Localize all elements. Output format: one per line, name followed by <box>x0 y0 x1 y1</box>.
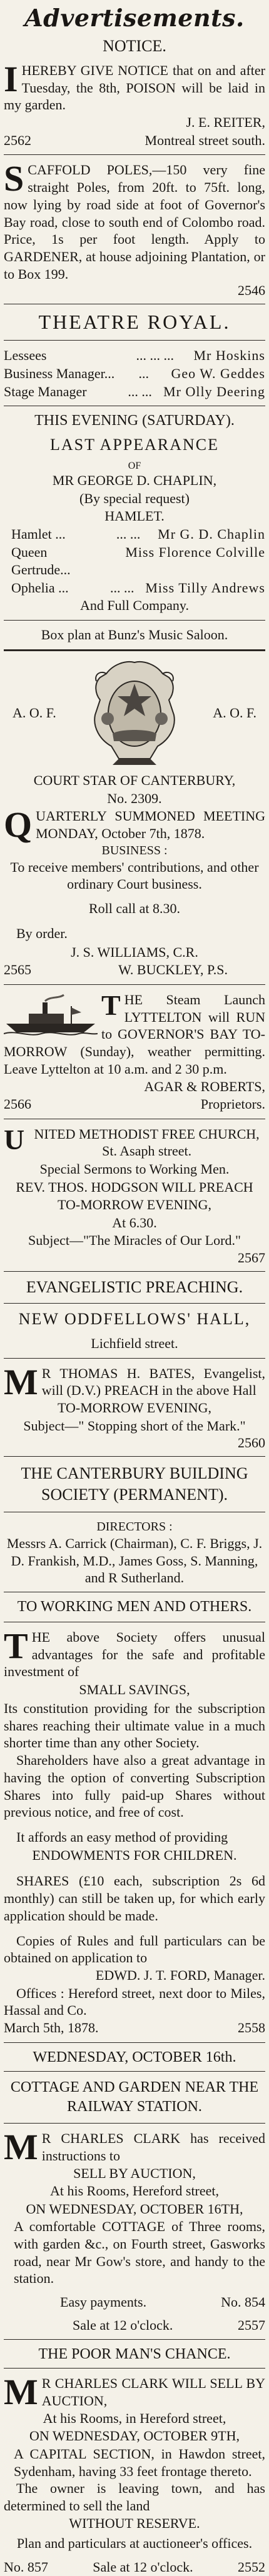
theatre-heading: THEATRE ROYAL. <box>38 311 231 334</box>
society-date: March 5th, 1878. <box>4 2020 99 2036</box>
without-reserve: WITHOUT RESERVE. <box>69 2515 200 2531</box>
terms: Easy payments. <box>60 2294 147 2310</box>
proprietors-label: Proprietors. <box>200 1096 265 1112</box>
divider <box>4 1456 265 1457</box>
box-plan: Box plan at Bunz's Music Saloon. <box>41 626 228 642</box>
notice-text: HEREBY GIVE NOTICE that on and after Tuesday, the 8th, POISON will be laid in my garden. <box>4 62 265 113</box>
notice-ad <box>4 37 265 149</box>
poorman-owner: The owner is leaving town, and has determined to sell the land <box>4 2480 265 2514</box>
ad-number: 2560 <box>238 1435 265 1451</box>
lot-number: No. 857 <box>4 2559 48 2575</box>
divider <box>4 2123 265 2124</box>
manager-name: EDWD. J. T. FORD, Manager. <box>95 1967 265 1984</box>
society-para: Shareholders have also a great advantage in having the option of converting Subscription Shares into fully paid-up Shares without previous notice, and free of cost. <box>4 1752 265 1820</box>
lot-number: No. 854 <box>221 2294 265 2310</box>
aof-ad <box>4 659 265 979</box>
cast-name: Miss Florence Colville <box>125 544 265 560</box>
preaching-body <box>4 1361 265 1402</box>
sale-time: Sale at 12 o'clock. <box>93 2559 193 2575</box>
aof-mark-right: A. O. F. <box>213 705 256 721</box>
theatre-staff-list <box>4 347 265 401</box>
business-text: To receive members' contributions, and other ordinary Court business. <box>10 859 259 892</box>
society-para <box>4 1625 265 1680</box>
to-working-men: TO WORKING MEN AND OTHERS. <box>17 1598 252 1615</box>
divider <box>4 1271 265 1272</box>
launch-body <box>4 991 265 1078</box>
auction-date: WEDNESDAY, OCTOBER 16th. <box>33 2049 236 2065</box>
directors-list: Messrs A. Carrick (Chairman), C. F. Briggs, J. D. Frankish, M.D., James Goss, S. Manning, and R Sutherland. <box>6 1535 263 1586</box>
methodist-ad <box>4 1123 265 1266</box>
divider <box>4 649 265 651</box>
cast-row <box>11 526 265 544</box>
performer-name: MR GEORGE D. CHAPLIN, <box>52 472 217 489</box>
preaching-subject: Subject—" Stopping short of the Mark." <box>23 1417 246 1434</box>
theatre-ad <box>4 311 265 643</box>
cast-row <box>11 544 265 579</box>
full-company: And Full Company. <box>80 597 189 614</box>
page-title: Advertisements. <box>24 4 245 32</box>
hall-street: Lichfield street. <box>91 1335 178 1352</box>
sermon-line: Special Sermons to Working Men. <box>39 1161 230 1177</box>
auction-when: ON WEDNESDAY, OCTOBER 9TH, <box>29 2428 240 2444</box>
court-number: No. 2309. <box>107 790 162 806</box>
directors-label: DIRECTORS : <box>96 1519 173 1534</box>
staff-dots: ... <box>138 365 149 381</box>
launch-text: HE Steam Launch LYTTELTON will RUN to GOVERNOR'S BAY TO-MORROW (Sunday), weather permitting. Leave Lyttelton at 10 a.m. and 2 30 p.m. <box>4 991 265 1077</box>
drop-cap: M <box>4 1361 38 1402</box>
ad-number: 2565 <box>4 962 31 978</box>
divider <box>4 1358 265 1359</box>
auction-rooms: At his Rooms, in Hereford street, <box>43 2410 226 2426</box>
ad-number: 2567 <box>238 1250 265 1266</box>
sermon-line: Subject—"The Miracles of Our Lord." <box>28 1232 241 1249</box>
cast-role: Ophelia ... <box>11 579 69 596</box>
scaffold-text: CAFFOLD POLES,—150 very fine straight Poles, from 20ft. to 75ft. long, now lying by road side at foot of Governor's Bay road, close to south end of Colombo road. Price, 1s per foot length. Apply to GARDENER, at house adjoining Plantation, or to Box 199. <box>4 162 265 282</box>
endowments: ENDOWMENTS FOR CHILDREN. <box>32 1847 237 1863</box>
cast-name: Miss Tilly Andrews <box>145 579 265 596</box>
society-offices: Offices : Hereford street, next door to Miles, Hassal and Co. <box>4 1985 265 2019</box>
business-label: BUSINESS : <box>101 843 168 857</box>
notice-body <box>4 59 265 114</box>
society-para: It affords an easy method of providing <box>16 1829 228 1845</box>
auction-when: ON WEDNESDAY, OCTOBER 16TH, <box>26 2200 243 2217</box>
staff-row <box>4 347 265 365</box>
methodist-heading-text: NITED METHODIST FREE CHURCH, <box>34 1126 260 1142</box>
auction-label: SELL BY AUCTION, <box>73 2165 196 2181</box>
advertisements-column <box>4 0 265 2576</box>
poorman-desc: A CAPITAL SECTION, in Hawdon street, Sydenham, having 33 feet frontage thereto. <box>14 2445 265 2479</box>
divider <box>4 984 265 985</box>
notice-signature: J. E. REITER, <box>186 114 265 131</box>
scaffold-body <box>4 158 265 282</box>
sermon-line: TO-MORROW EVENING, <box>57 1197 212 1213</box>
cast-name: Mr G. D. Chaplin <box>158 526 265 542</box>
staff-role: Lessees <box>4 347 47 364</box>
ad-number: 2558 <box>238 2020 265 2036</box>
preaching-text: R THOMAS H. BATES, Evangelist, will (D.V.) PREACH in the above Hall <box>41 1365 265 1399</box>
meeting-text: UARTERLY SUMMONED MEETING MONDAY, October 7th, 1878. <box>36 808 265 841</box>
roll-call: Roll call at 8.30. <box>88 900 181 916</box>
signer-name: W. BUCKLEY, P.S. <box>118 962 228 978</box>
cast-role: Hamlet ... <box>11 526 66 542</box>
preaching-ad <box>4 1278 265 1451</box>
poor-mans-chance-ad <box>4 2346 265 2576</box>
cottage-desc: A comfortable COTTAGE of Three rooms, with garden &c., on Fourth street, Gasworks road, near Mr Gow's store, and handy to the station. <box>14 2219 265 2287</box>
ad-number: 2562 <box>4 132 31 148</box>
play-title: HAMLET. <box>104 508 165 524</box>
building-heading: THE CANTERBURY BUILDING SOCIETY (PERMANENT). <box>21 1464 248 1504</box>
staff-row <box>4 383 265 401</box>
drop-cap: I <box>4 59 18 99</box>
appearance-heading: LAST APPEARANCE <box>49 436 220 454</box>
by-order: By order. <box>16 925 68 941</box>
staff-dots: ... ... <box>128 383 152 399</box>
aof-mark-left: A. O. F. <box>13 705 56 721</box>
poorman-heading: THE POOR MAN'S CHANCE. <box>38 2346 231 2363</box>
drop-cap: T <box>101 989 121 1021</box>
cast-dots: ... ... <box>109 579 134 596</box>
drop-cap: M <box>4 2127 38 2168</box>
society-text: HE above Society offers unusual advantages for the safe and profitable investment of <box>4 1629 265 1680</box>
society-para: Its constitution providing for the subscription shares reaching their ultimate value in a much shorter time than any other Society. <box>4 1700 265 1751</box>
staff-dots: ... ... ... <box>136 347 174 364</box>
drop-cap: S <box>4 158 24 199</box>
divider <box>4 1303 265 1304</box>
poorman-body <box>4 2372 265 2413</box>
launch-ad <box>4 991 265 1114</box>
small-savings: SMALL SAVINGS, <box>79 1682 190 1698</box>
drop-cap: U <box>4 1123 25 1156</box>
cottage-text: R CHARLES CLARK has received instructions to <box>41 2130 265 2164</box>
signer-name: J. S. WILLIAMS, C.R. <box>71 944 198 960</box>
divider <box>4 340 265 341</box>
poorman-text: R CHARLES CLARK WILL SELL BY AUCTION, <box>41 2375 265 2409</box>
plan-particulars: Plan and particulars at auctioneer's offices. <box>16 2535 253 2552</box>
cast-row <box>11 579 265 597</box>
staff-row <box>4 365 265 383</box>
staff-role: Stage Manager <box>4 383 87 399</box>
cottage-heading: COTTAGE AND GARDEN NEAR THE RAILWAY STATION. <box>10 2079 259 2115</box>
hall-name: NEW ODDFELLOWS' HALL, <box>18 1310 251 1329</box>
staff-name: Geo W. Geddes <box>171 365 265 381</box>
sermon-line: REV. THOS. HODGSON WILL PREACH <box>16 1179 253 1195</box>
sermon-line: At 6.30. <box>112 1214 157 1231</box>
building-society-ad <box>4 1463 265 2037</box>
drop-cap: M <box>4 2372 38 2413</box>
ad-number: 2546 <box>238 282 265 299</box>
auction-rooms: At his Rooms, Hereford street, <box>49 2183 220 2199</box>
drop-cap: T <box>4 1625 28 1666</box>
cottage-ad <box>4 2049 265 2335</box>
drop-cap: Q <box>4 804 33 846</box>
special-request: (By special request) <box>79 490 190 506</box>
preaching-when: TO-MORROW EVENING, <box>57 1400 212 1416</box>
cottage-body <box>4 2127 265 2168</box>
of-label: OF <box>128 461 141 472</box>
cast-list <box>4 526 265 597</box>
notice-heading: NOTICE. <box>103 37 166 55</box>
court-seal-icon <box>69 659 200 768</box>
theatre-evening: THIS EVENING (SATURDAY). <box>34 412 235 429</box>
staff-name: Mr Olly Deering <box>163 383 265 399</box>
society-para: SHARES (£10 each, subscription 2s 6d monthly) can still be taken up, for which early application should be made. <box>4 1873 265 1924</box>
seal-row <box>4 659 265 768</box>
preaching-heading: EVANGELISTIC PREACHING. <box>26 1278 243 1297</box>
scaffold-ad <box>4 158 265 299</box>
divider <box>4 2368 265 2369</box>
cast-dots: ... ... <box>116 526 141 542</box>
steam-launch-icon <box>4 994 98 1037</box>
sale-time: Sale at 12 o'clock. <box>73 2317 173 2333</box>
staff-role: Business Manager... <box>4 365 115 381</box>
divider <box>4 620 265 621</box>
notice-address: Montreal street south. <box>145 132 265 148</box>
staff-name: Mr Hoskins <box>193 347 265 364</box>
divider <box>4 2042 265 2043</box>
divider <box>4 2071 265 2072</box>
divider <box>4 2339 265 2340</box>
cast-role: Queen Gertrude... <box>11 544 71 578</box>
ad-number: 2552 <box>238 2559 265 2575</box>
court-name: COURT STAR OF CANTERBURY, <box>33 772 236 788</box>
ad-number: 2566 <box>4 1096 31 1112</box>
meeting-notice <box>4 804 265 846</box>
ad-number: 2557 <box>238 2317 265 2333</box>
divider <box>4 154 265 155</box>
launch-owners: AGAR & ROBERTS, <box>144 1078 265 1094</box>
methodist-street: St. Asaph street. <box>102 1143 192 1159</box>
society-para: Copies of Rules and full particulars can be obtained on application to <box>4 1932 265 1966</box>
